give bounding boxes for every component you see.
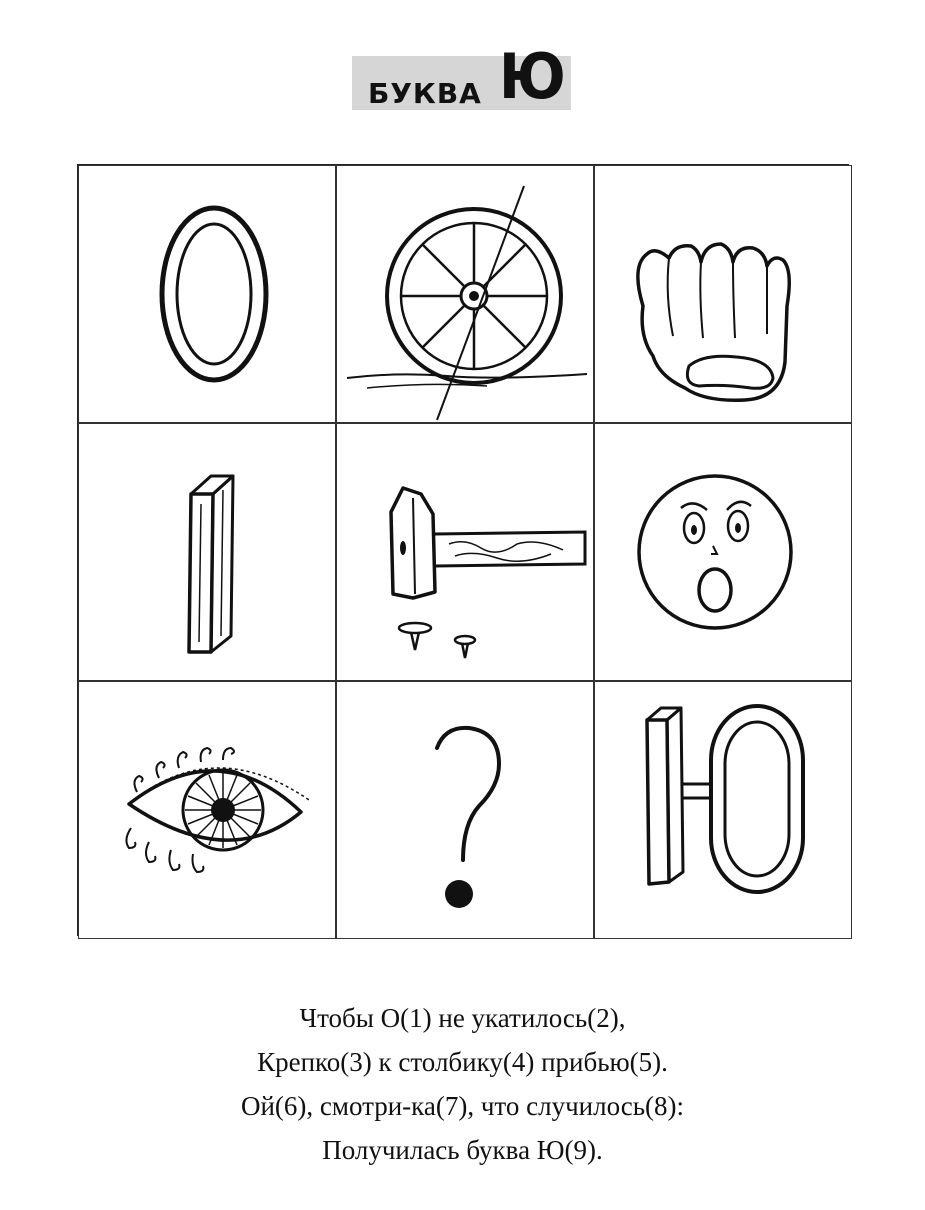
wheel-icon: [337, 166, 593, 422]
fist-icon: [595, 166, 851, 422]
picture-grid: [77, 164, 849, 936]
letter-yu-icon: [595, 682, 851, 938]
cell-post: [78, 423, 336, 681]
title-word: БУКВА: [368, 76, 482, 110]
poem-line: Крепко(3) к столбику(4) прибью(5).: [257, 1047, 668, 1077]
cell-letter-yu: [594, 681, 852, 939]
question-mark-icon: [337, 682, 593, 938]
poem-line: Ой(6), смотри-ка(7), что случилось(8):: [240, 1091, 685, 1121]
surprised-face-icon: [595, 424, 851, 680]
poem: [0, 996, 925, 1172]
hammer-icon: [337, 424, 593, 680]
cell-face: [594, 423, 852, 681]
cell-wheel: [336, 165, 594, 423]
title-plate: [352, 39, 571, 113]
post-icon: [79, 424, 335, 680]
eye-icon: [79, 682, 335, 938]
cell-letter-o: [78, 165, 336, 423]
cell-fist: [594, 165, 852, 423]
poem-line: Получилась буква Ю(9).: [322, 1135, 603, 1165]
poem-line: Чтобы О(1) не укатилось(2),: [299, 1003, 626, 1033]
cell-question: [336, 681, 594, 939]
title-letter: Ю: [498, 39, 566, 113]
cell-hammer: [336, 423, 594, 681]
letter-o-icon: [79, 166, 335, 422]
cell-eye: [78, 681, 336, 939]
